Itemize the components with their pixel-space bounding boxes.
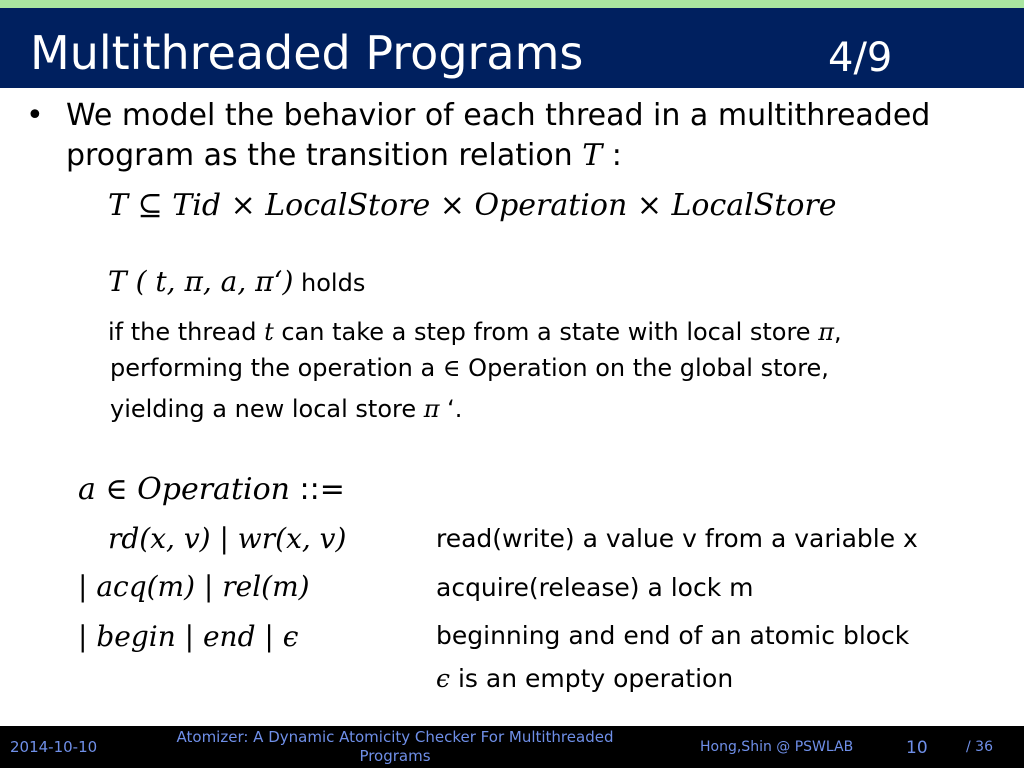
bullet-icon: • — [26, 98, 44, 133]
desc3-a: yielding a new local store — [110, 395, 424, 423]
relation-formula: T ⊆ Tid × LocalStore × Operation × LocalStore — [108, 188, 837, 223]
grammar-desc-4 — [436, 664, 733, 693]
desc1-pi: π — [818, 318, 834, 346]
desc1-c: , — [833, 318, 842, 346]
description-line-2 — [110, 354, 829, 382]
footer-page-number: 10 — [906, 738, 928, 758]
footer-title: Atomizer: A Dynamic Atomicity Checker For Multithreaded Programs — [176, 728, 614, 765]
holds-line — [108, 265, 365, 298]
bullet-line-2-text: program as the transition relation — [66, 138, 583, 173]
desc1-t: t — [264, 318, 274, 346]
desc1-b: can take a step from a state with local store — [273, 318, 819, 346]
slide-title: Multithreaded Programs — [30, 26, 584, 80]
op-def-math: a ∈ Operation — [78, 472, 290, 507]
desc1-a: if the thread — [108, 318, 265, 346]
footer-page-total: / 36 — [966, 739, 993, 755]
bullet-line-1: We model the behavior of each thread in a multithreaded — [66, 98, 931, 133]
grammar-desc-3: beginning and end of an atomic block — [436, 621, 910, 650]
desc2-a: performing the operation a — [110, 354, 443, 382]
grammar-desc-1: read(write) a value v from a variable x — [436, 524, 918, 553]
desc2-in: ∈ — [442, 354, 461, 382]
grammar-row-2: | acq(m) | rel(m) — [78, 570, 310, 603]
desc3-pi: π — [423, 395, 440, 423]
grammar-desc-2: acquire(release) a lock m — [436, 573, 754, 602]
slide-sub-counter: 4/9 — [828, 35, 893, 81]
operation-definition — [78, 472, 345, 507]
op-def-sym: ::= — [289, 472, 345, 507]
footer-author: Hong,Shin @ PSWLAB — [700, 739, 854, 755]
top-accent-stripe — [0, 0, 1024, 8]
footer-date: 2014-10-10 — [10, 738, 98, 756]
desc2-b: Operation on the global store, — [460, 354, 829, 382]
desc3-b: ‘. — [439, 395, 463, 423]
bullet-line-2 — [66, 138, 622, 173]
grammar-row-3: | begin | end | ϵ — [78, 620, 299, 653]
grammar-desc-4-text: is an empty operation — [450, 664, 734, 693]
footer-bar — [0, 726, 1024, 768]
colon: : — [602, 138, 622, 173]
description-line-1 — [108, 318, 842, 346]
grammar-row-1: rd(x, v) | wr(x, v) — [108, 522, 347, 555]
holds-word: holds — [293, 269, 366, 297]
holds-math: T ( t, π, a, π‘) — [108, 265, 294, 298]
epsilon-symbol: ϵ — [436, 664, 451, 693]
title-bar — [0, 8, 1024, 88]
relation-symbol: T — [582, 138, 603, 173]
description-line-3 — [110, 395, 462, 423]
